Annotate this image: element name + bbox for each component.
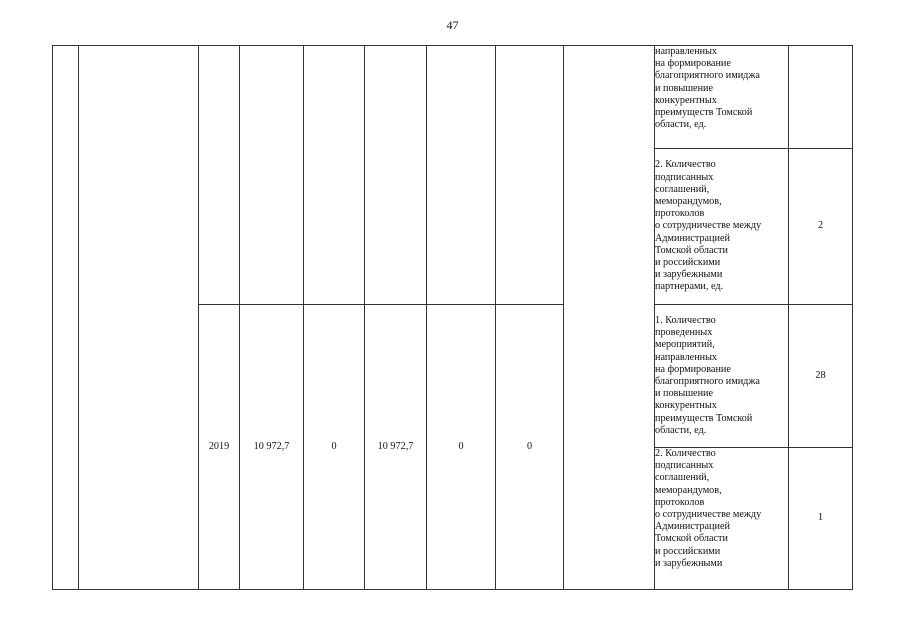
empty-cell-col-4 (365, 46, 427, 305)
table-row (53, 46, 853, 149)
indicator-value: 1 (789, 448, 853, 590)
year-cell: 2019 (199, 305, 240, 590)
total-cell: 10 972,7 (240, 305, 304, 590)
indicator-cell: 1. Количество проведенных мероприятий, направленных на формирование благоприятного имиджа и повышение конкурентных преимуществ Томской области, ед. (655, 305, 789, 448)
empty-cell-executor (564, 46, 655, 590)
indicator-cell: направленных на формирование благоприятного имиджа и повышение конкурентных преимуществ Томской области, ед. (655, 46, 789, 149)
empty-cell-total (240, 46, 304, 305)
value-cell-col-4: 10 972,7 (365, 305, 427, 590)
empty-cell-col-6 (496, 46, 564, 305)
value-cell-col-5: 0 (427, 305, 496, 590)
empty-cell-name (79, 46, 199, 590)
empty-cell-year (199, 46, 240, 305)
page-number: 47 (446, 18, 459, 32)
empty-cell-col-5 (427, 46, 496, 305)
empty-cell-col-3 (304, 46, 365, 305)
program-table (52, 45, 853, 590)
value-cell-col-6: 0 (496, 305, 564, 590)
empty-cell-number (53, 46, 79, 590)
indicator-cell: 2. Количество подписанных соглашений, меморандумов, протоколов о сотрудничестве между Администрацией Томской области и российскими и зарубежными (655, 448, 789, 590)
indicator-value: 2 (789, 149, 853, 305)
indicator-value (789, 46, 853, 149)
indicator-value: 28 (789, 305, 853, 448)
value-cell-col-3: 0 (304, 305, 365, 590)
indicator-cell: 2. Количество подписанных соглашений, меморандумов, протоколов о сотрудничестве между Администрацией Томской области и российскими и зарубежными партнерами, ед. (655, 149, 789, 305)
